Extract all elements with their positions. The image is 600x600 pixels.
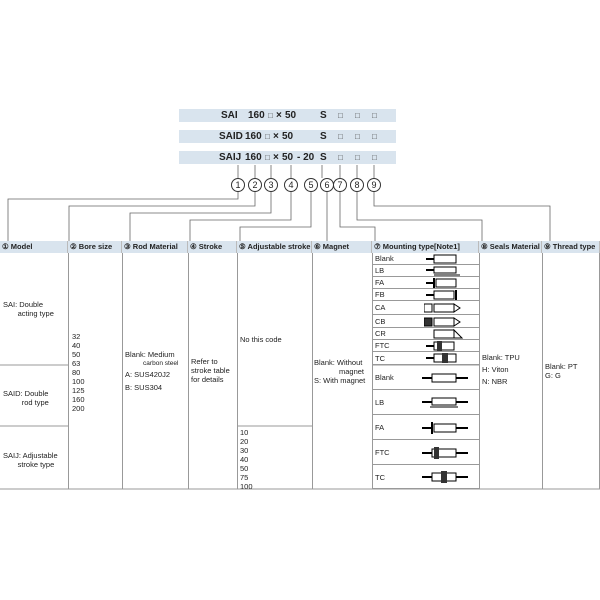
- mounting-row: [372, 440, 479, 465]
- rear-flange-icon: [424, 290, 464, 300]
- foot-mount-icon: [424, 266, 464, 276]
- mounting-row: [372, 265, 479, 277]
- code-s: S: [320, 152, 327, 163]
- header-model: ① Model: [0, 241, 68, 253]
- mounting-label: TC: [375, 354, 385, 363]
- code-x: ×: [276, 110, 282, 121]
- index-2: 2: [248, 178, 262, 192]
- mounting-label: FTC: [375, 448, 390, 457]
- bore-sizes: 32 40 50 63 80 100 125 160 200: [72, 332, 85, 413]
- rear-clevis-icon: [430, 328, 470, 340]
- model-saij: SAIJ: Adjustable stroke type: [3, 451, 58, 469]
- stroke-note: Refer to stroke table for details: [191, 357, 230, 384]
- index-3: 3: [264, 178, 278, 192]
- square-placeholder: □: [268, 111, 273, 120]
- mounting-row: [372, 352, 479, 365]
- code-prefix: SAI: [221, 110, 238, 121]
- rod-blank: Blank: Medium: [125, 350, 175, 359]
- mounting-row: [372, 365, 479, 390]
- mounting-row: [372, 465, 479, 489]
- square-placeholder: □: [265, 132, 270, 141]
- header-bore: ② Bore size: [68, 241, 122, 253]
- mounting-label: Blank: [375, 373, 394, 382]
- code-bore: 160: [245, 131, 262, 142]
- index-5: 5: [304, 178, 318, 192]
- rod-a: A: SUS420J2: [125, 370, 171, 379]
- index-7: 7: [333, 178, 347, 192]
- rod-b: B: SUS304: [125, 383, 163, 392]
- mounting-label: Blank: [375, 254, 394, 263]
- code-stroke: 50: [282, 131, 294, 142]
- mounting-row: [372, 328, 479, 340]
- mounting-row: [372, 415, 479, 440]
- square-placeholder: □: [265, 153, 270, 162]
- mounting-row: [372, 340, 479, 352]
- code-bore: 160: [245, 152, 262, 163]
- code-stroke: 50: [285, 110, 297, 121]
- clevis-icon: [424, 302, 464, 314]
- model-sai: SAI: Double acting type: [3, 300, 54, 318]
- mounting-row: [372, 315, 479, 328]
- mounting-label: CA: [375, 303, 386, 312]
- adjustable-none: No this code: [240, 335, 282, 344]
- square-placeholder: □: [372, 111, 377, 120]
- code-bore: 160: [248, 110, 265, 121]
- index-6: 6: [320, 178, 334, 192]
- front-flange-icon: [424, 278, 464, 288]
- magnet-options: Blank: Without magnet S: With magnet: [314, 358, 366, 385]
- index-1: 1: [231, 178, 245, 192]
- mounting-label: TC: [375, 473, 385, 482]
- header-magnet: ⑥ Magnet: [312, 241, 372, 253]
- header-stroke: ④ Stroke: [188, 241, 237, 253]
- double-rod-center-trunnion-icon: [420, 471, 470, 483]
- header-rod: ③ Rod Material: [122, 241, 188, 253]
- square-placeholder: □: [355, 111, 360, 120]
- header-seals: ⑧ Seals Material: [479, 241, 542, 253]
- code-x: ×: [273, 131, 279, 142]
- square-placeholder: □: [355, 153, 360, 162]
- mounting-row: [372, 301, 479, 315]
- header-mounting: ⑦ Mounting type[Note1]: [372, 241, 479, 253]
- mounting-label: FB: [375, 290, 385, 299]
- double-clevis-icon: [424, 316, 464, 328]
- mounting-label: LB: [375, 398, 385, 407]
- code-s: S: [320, 110, 327, 121]
- mounting-row: [372, 277, 479, 289]
- index-8: 8: [350, 178, 364, 192]
- mounting-label: CB: [375, 317, 386, 326]
- index-9: 9: [367, 178, 381, 192]
- square-placeholder: □: [338, 132, 343, 141]
- double-rod-icon: [420, 373, 470, 383]
- square-placeholder: □: [338, 153, 343, 162]
- mounting-label: FA: [375, 423, 385, 432]
- trunnion-icon: [424, 341, 464, 351]
- mounting-label: FA: [375, 278, 385, 287]
- mounting-label: CR: [375, 329, 386, 338]
- thread-options: Blank: PT G: G: [545, 362, 578, 380]
- code-prefix: SAIJ: [219, 152, 242, 163]
- code-stroke: 50: [282, 152, 294, 163]
- mounting-row: [372, 390, 479, 415]
- seals-options: Blank: TPU H: Viton N: NBR: [482, 353, 520, 386]
- index-4: 4: [284, 178, 298, 192]
- square-placeholder: □: [355, 132, 360, 141]
- code-s: S: [320, 131, 327, 142]
- double-rod-foot-icon: [420, 397, 470, 409]
- mounting-label: LB: [375, 266, 385, 275]
- square-placeholder: □: [338, 111, 343, 120]
- model-said: SAID: Double rod type: [3, 389, 49, 407]
- header-thread: ⑨ Thread type: [542, 241, 600, 253]
- mounting-row: [372, 289, 479, 301]
- center-trunnion-icon: [424, 353, 464, 363]
- header-adjustable: ⑤ Adjustable stroke: [239, 242, 311, 251]
- square-placeholder: □: [372, 153, 377, 162]
- adjustable-list: 10 20 30 40 50 75 100: [240, 428, 253, 491]
- double-rod-trunnion-icon: [420, 447, 470, 459]
- code-x: ×: [273, 152, 279, 163]
- mounting-label: FTC: [375, 341, 390, 350]
- mounting-row: [372, 253, 479, 265]
- cylinder-icon: [424, 254, 464, 264]
- code-prefix: SAID: [219, 131, 243, 142]
- rod-blank-2: carbon steel: [125, 360, 179, 367]
- double-rod-flange-icon: [420, 422, 470, 434]
- code-adj: - 20: [297, 152, 315, 163]
- square-placeholder: □: [372, 132, 377, 141]
